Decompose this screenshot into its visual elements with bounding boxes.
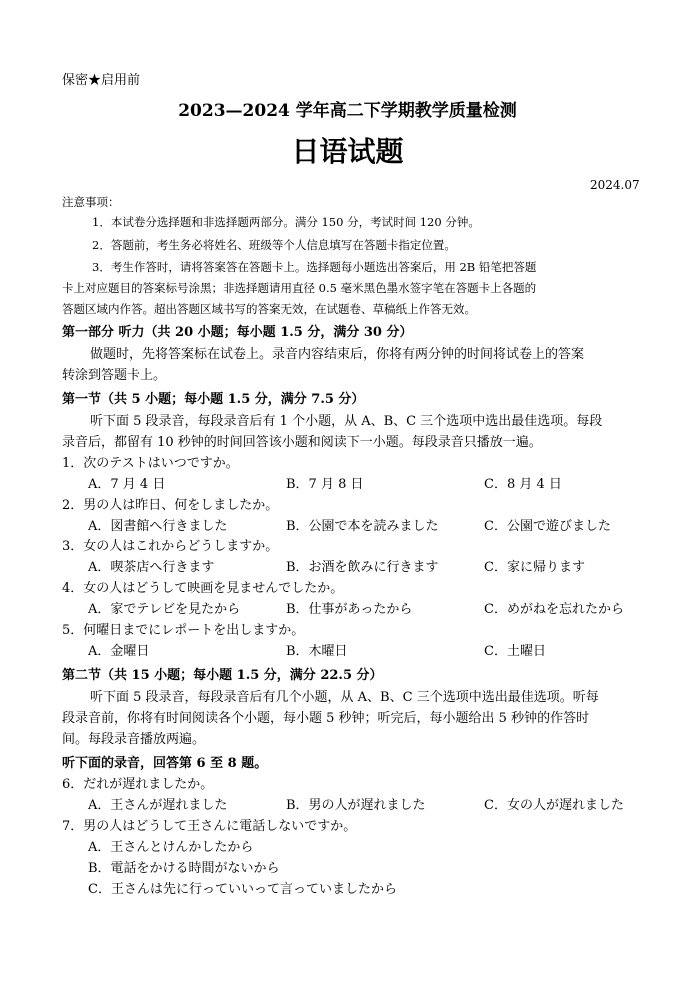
question-6-option-a: A．王さんが遅れました: [88, 798, 228, 813]
question-2: 2．男の人は昨日、何をしましたか。: [62, 498, 279, 513]
question-1-option-a: A．7 月 4 日: [88, 477, 166, 492]
notes-item-1: 1．本试卷分选择题和非选择题两部分。满分 150 分，考试时间 120 分钟。: [92, 215, 480, 229]
question-3-option-b: B．お酒を飲みに行きます: [286, 560, 439, 575]
question-6-option-c: C．女の人が遅れました: [484, 798, 624, 813]
question-6-option-b: B．男の人が遅れました: [286, 798, 426, 813]
question-1: 1．次のテストはいつですか。: [62, 456, 239, 471]
part1-intro-line1: 做题时，先将答案标在试卷上。录音内容结束后，你将有两分钟的时间将试卷上的答案: [90, 347, 585, 362]
notes-item-3: 3．考生作答时，请将答案答在答题卡上。选择题每小题选出答案后，用 2B 铅笔把答题: [92, 260, 537, 274]
question-5-option-a: A．金曜日: [88, 644, 150, 659]
question-2-option-a: A．図書館へ行きました: [88, 519, 228, 534]
section1-intro-line2: 录音后，都留有 10 秒钟的时间回答该小题和阅读下一小题。每段录音只播放一遍。: [62, 435, 542, 450]
section2-intro-line3: 间。每段录音播放两遍。: [62, 732, 206, 747]
section1-intro-line1: 听下面 5 段录音，每段录音后有 1 个小题，从 A、B、C 三个选项中选出最佳选项。每段: [90, 414, 603, 429]
question-5-option-b: B．木曜日: [286, 644, 348, 659]
question-7-option-b: B．電話をかける時間がないから: [88, 861, 280, 876]
question-5: 5．何曜日までにレポートを出しますか。: [62, 623, 305, 638]
exam-date: 2024.07: [590, 178, 640, 192]
question-5-option-c: C．土曜日: [484, 644, 546, 659]
section2-subheading: 听下面的录音，回答第 6 至 8 题。: [62, 756, 268, 771]
question-1-option-c: C．8 月 4 日: [484, 477, 562, 492]
question-6: 6．だれが遅れましたか。: [62, 777, 214, 792]
section2-intro-line2: 段录音前，你将有时间阅读各个小题，每小题 5 秒钟；听完后，每小题给出 5 秒钟的作答时: [62, 711, 590, 726]
question-7: 7．男の人はどうして王さんに電話しないですか。: [62, 819, 357, 834]
question-4-option-c: C．めがねを忘れたから: [484, 602, 624, 617]
notes-heading: 注意事项：: [62, 195, 120, 209]
question-7-option-c: C．王さんは先に行っていいって言っていましたから: [88, 882, 397, 897]
notes-item-2: 2．答题前，考生务必将姓名、班级等个人信息填写在答题卡指定位置。: [92, 238, 456, 252]
notes-item-3-cont-2: 答题区域内作答。超出答题区域书写的答案无效，在试题卷、草稿纸上作答无效。: [62, 302, 476, 316]
question-2-option-c: C．公園で遊びました: [484, 519, 611, 534]
question-4: 4．女の人はどうして映画を見ませんでしたか。: [62, 581, 344, 596]
confidential-label: 保密★启用前: [62, 73, 141, 88]
question-2-option-b: B．公園で本を読みました: [286, 519, 439, 534]
question-7-option-a: A．王さんとけんかしたから: [88, 840, 254, 855]
question-3: 3．女の人はこれからどうしますか。: [62, 539, 279, 554]
part1-heading: 第一部分 听力（共 20 小题；每小题 1.5 分，满分 30 分）: [62, 325, 413, 340]
question-3-option-c: C．家に帰ります: [484, 560, 585, 575]
section2-intro-line1: 听下面 5 段录音，每段录音后有几个小题，从 A、B、C 三个选项中选出最佳选项。听每: [90, 690, 599, 705]
question-4-option-b: B．仕事があったから: [286, 602, 413, 617]
part1-intro-line2: 转涂到答题卡上。: [62, 368, 167, 383]
section1-heading: 第一节（共 5 小题；每小题 1.5 分，满分 7.5 分）: [62, 392, 365, 407]
question-1-option-b: B．7 月 8 日: [286, 477, 364, 492]
subject-title: 日语试题: [291, 135, 404, 168]
section2-heading: 第二节（共 15 小题；每小题 1.5 分，满分 22.5 分）: [62, 668, 383, 683]
notes-item-3-cont-1: 卡上对应题目的答案标号涂黑；非选择题请用直径 0.5 毫米黑色墨水签字笔在答题卡上各题的: [62, 281, 537, 295]
question-4-option-a: A．家でテレビを見たから: [88, 602, 241, 617]
question-3-option-a: A．喫茶店へ行きます: [88, 560, 215, 575]
exam-title: 2023—2024 学年高二下学期教学质量检测: [178, 101, 517, 121]
